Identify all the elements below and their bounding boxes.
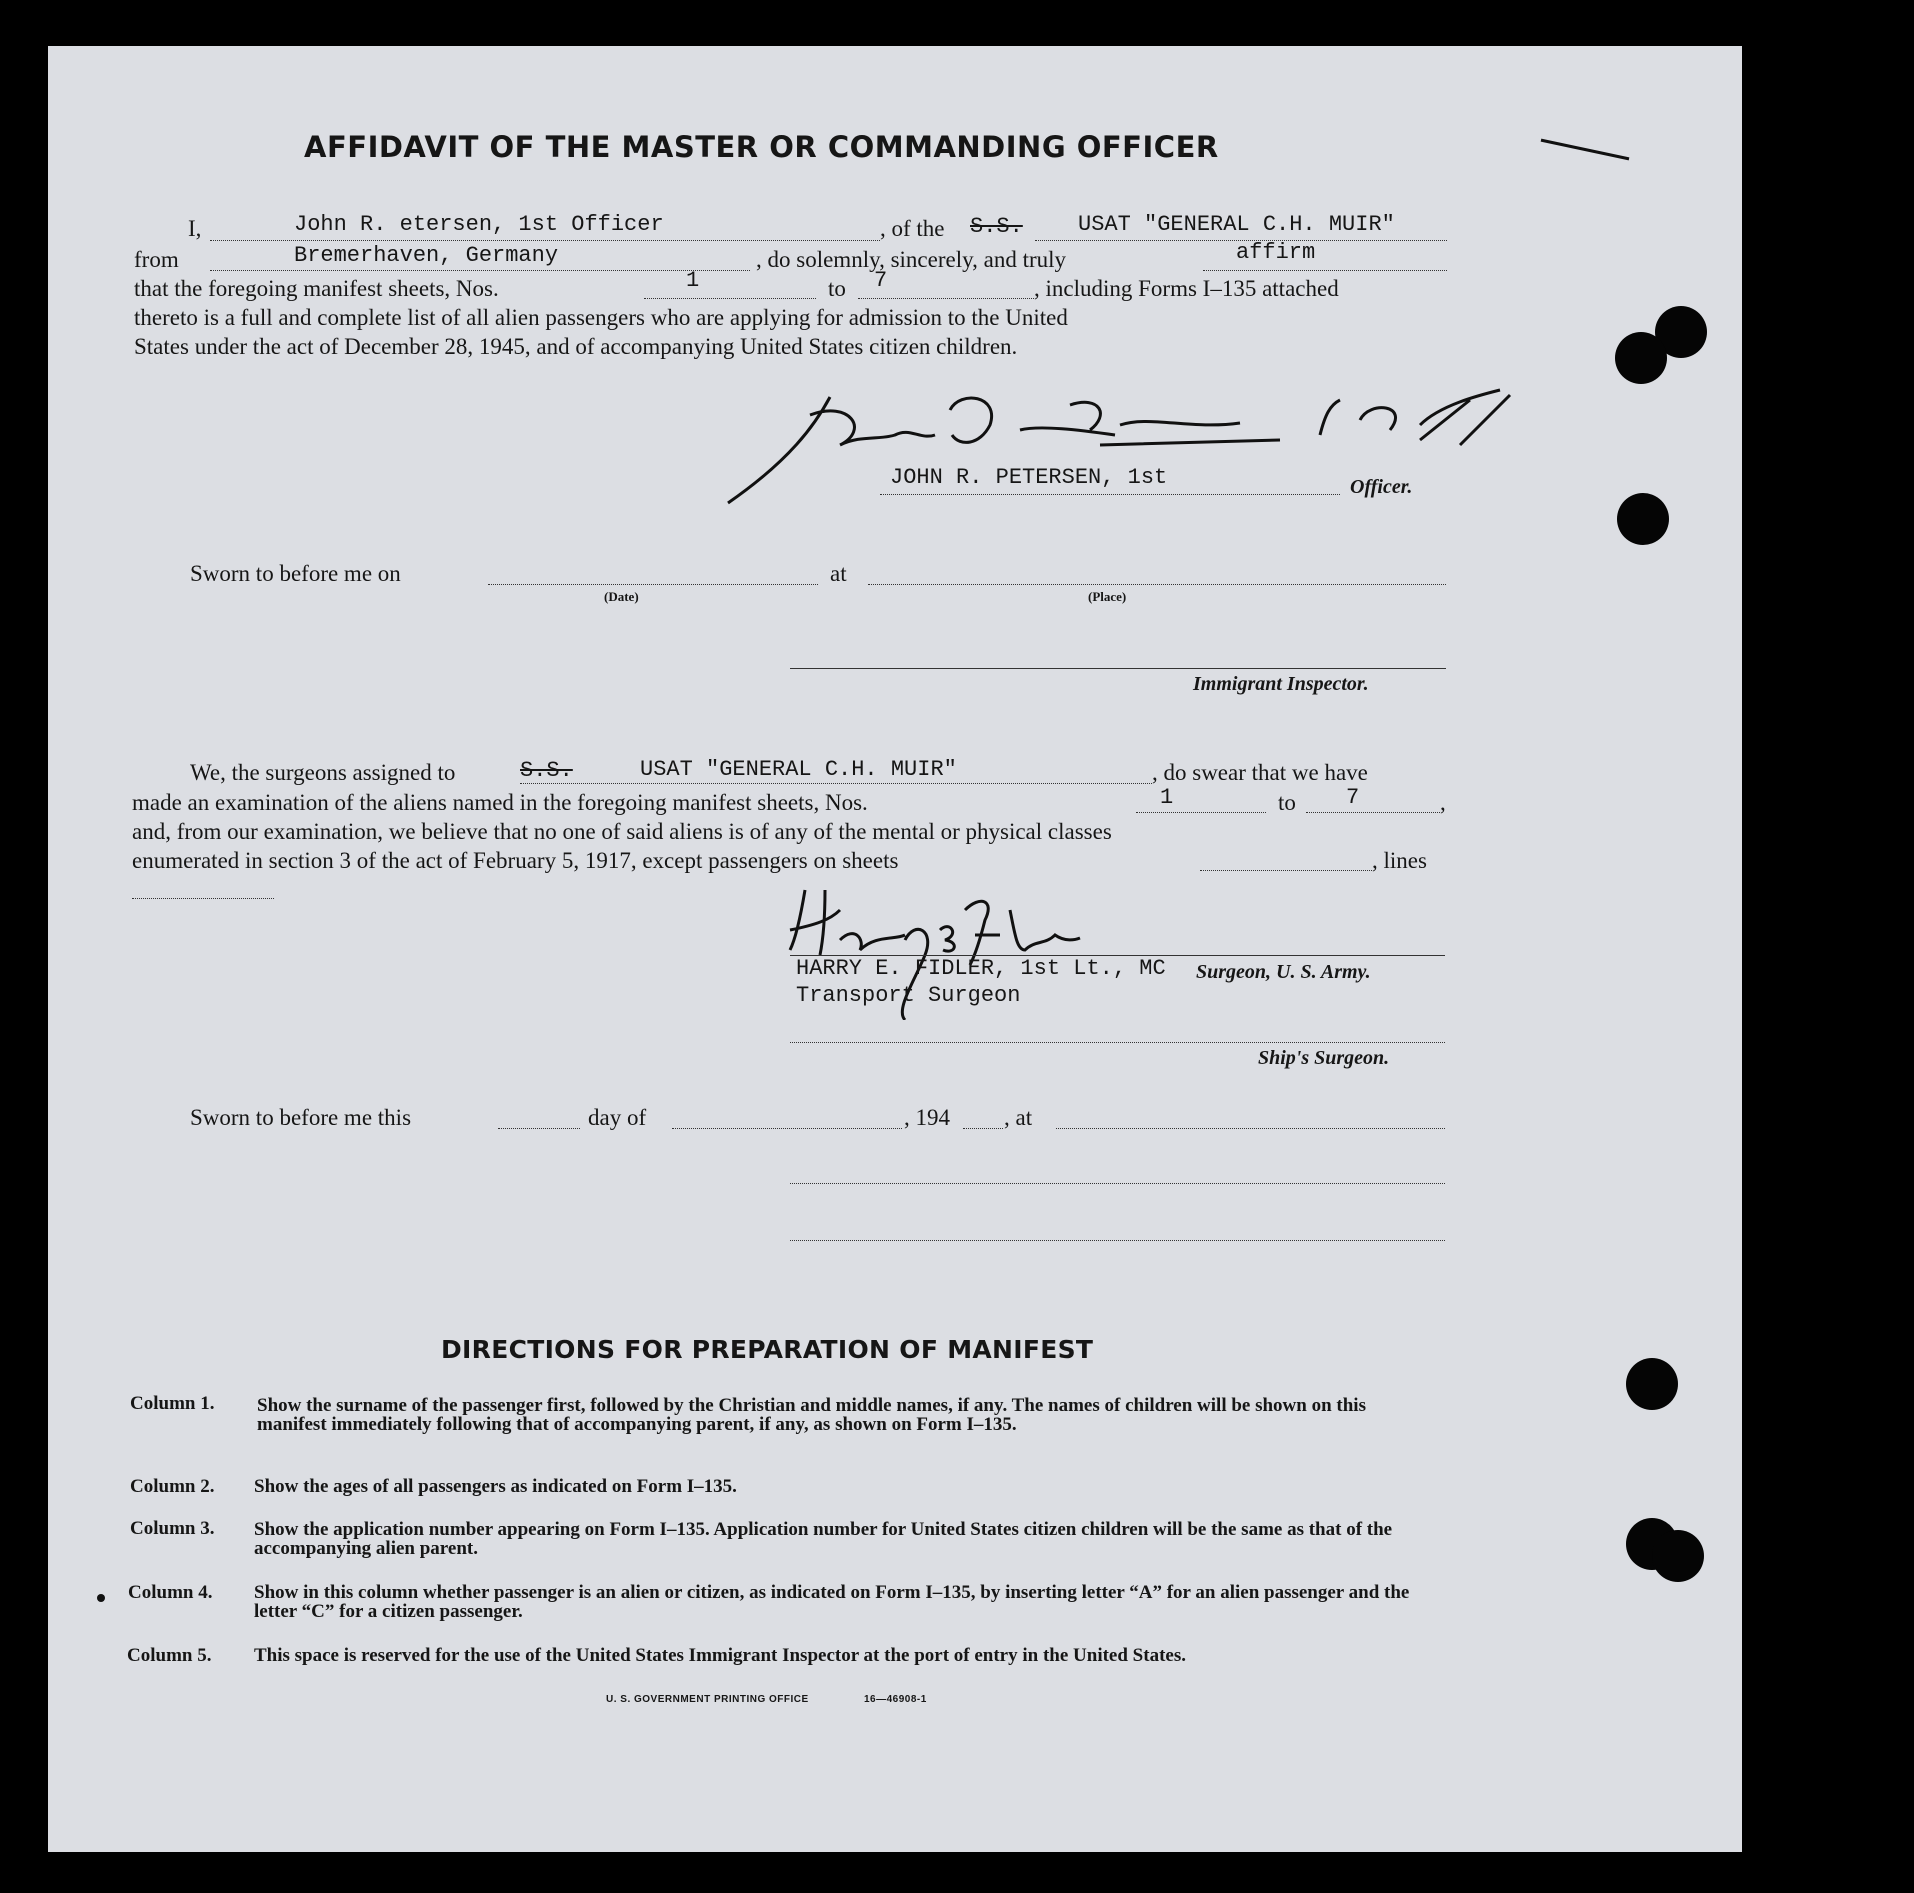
- day-of-label: day of: [588, 1105, 647, 1130]
- column-3-label: Column 3.: [130, 1518, 215, 1539]
- paragraph-line-4: thereto is a full and complete list of all alien passengers who are applying for admission to the United: [134, 305, 1068, 330]
- punch-hole: [1626, 1358, 1678, 1410]
- ship-prefix: S.S.: [970, 214, 1023, 239]
- form-number: 16—46908-1: [864, 1694, 927, 1705]
- column-4-text: Show in this column whether passenger is an alien or citizen, as indicated on Form I–135, by inserting letter “A” for an alien passenger and the letter “C” for a citizen passenger.: [254, 1582, 1410, 1622]
- ship-name-field: USAT "GENERAL C.H. MUIR": [1078, 212, 1395, 237]
- sheets-except-text: enumerated in section 3 of the act of February 5, 1917, except passengers on sheets: [132, 848, 899, 873]
- punch-hole: [1615, 332, 1667, 384]
- forms-text: , including Forms I–135 attached: [1034, 276, 1339, 301]
- ships-surgeon-caption: Ship's Surgeon.: [1258, 1047, 1390, 1069]
- column-2-label: Column 2.: [130, 1476, 215, 1497]
- surgeon-to-label: to: [1278, 790, 1296, 815]
- officer-printed-name: JOHN R. PETERSEN, 1st: [890, 465, 1168, 490]
- surgeons-ship-name: USAT "GENERAL C.H. MUIR": [640, 757, 957, 782]
- column-2-text: Show the ages of all passengers as indicated on Form I–135.: [254, 1476, 737, 1497]
- sworn-at-label: , at: [1004, 1105, 1033, 1130]
- punch-hole: [1652, 1530, 1704, 1582]
- column-3-text: Show the application number appearing on Form I–135. Application number for United States citizen children will be the same as that of the accompanying alien parent.: [254, 1519, 1393, 1559]
- surgeons-ship-prefix: S.S.: [520, 758, 573, 783]
- swear-text: , do solemnly, sincerely, and truly: [756, 247, 1067, 272]
- paragraph-line-5: States under the act of December 28, 1945, and of accompanying United States citizen children.: [134, 334, 1018, 359]
- swear-label: , do swear that we have: [1152, 760, 1368, 785]
- surgeons-text: We, the surgeons assigned to: [190, 760, 456, 785]
- to-label: to: [828, 276, 846, 301]
- affirm-field: affirm: [1236, 240, 1316, 265]
- directions-title: DIRECTIONS FOR PREPARATION OF MANIFEST: [441, 1335, 1094, 1364]
- page-title: AFFIDAVIT OF THE MASTER OR COMMANDING OFFICER: [304, 130, 1219, 164]
- place-caption: (Place): [1088, 589, 1127, 604]
- year-label: , 194: [904, 1105, 950, 1130]
- surgeon-title: Surgeon, U. S. Army.: [1196, 961, 1371, 983]
- sworn-this-text: Sworn to before me this: [190, 1105, 412, 1130]
- officer-title: Officer.: [1350, 476, 1413, 498]
- printer-imprint: U. S. GOVERNMENT PRINTING OFFICE: [606, 1694, 809, 1705]
- lines-label: , lines: [1372, 848, 1427, 873]
- column-5-label: Column 5.: [127, 1645, 212, 1666]
- sheet-to-field: 7: [874, 268, 888, 293]
- surgeon-role: Transport Surgeon: [796, 983, 1021, 1008]
- examination-text: made an examination of the aliens named in the foregoing manifest sheets, Nos.: [132, 790, 868, 815]
- surgeon-printed-name: HARRY E. FIDLER, 1st Lt., MC: [796, 956, 1166, 981]
- column-1-text: Show the surname of the passenger first, followed by the Christian and middle names, if any. The names of children will be shown on this manifest immediately following that of accompanying parent, if any, as shown on Form I–135.: [257, 1395, 1366, 1435]
- affidavit-page: AFFIDAVIT OF THE MASTER OR COMMANDING OFFICER I, John R. etersen, 1st Officer , of the S.S. USAT "GENERAL C.H. MUIR" from Bremerhaven, Germany , do solemnly, sincerely, and truly affirm that the foregoing manifest sheets, Nos. 1 to 7 , including Forms I–135 attached thereto is a full and complete list of all alien passengers who are applying for admission to the United States under the act of December 28, 1945, and of accompanying United States citizen children. JOHN R. PETERSEN, 1st Officer. Sworn to before me on (Date) at (Place) Immigrant Inspector. We, the surgeons assigned to S.S. USAT "GENERAL C.H. MUIR" , do swear that we have made an examination of the aliens named in the foregoing manifest sheets, Nos. 1 to 7 , and, from our examination, we believe that no one of said aliens is of any of the mental or physical classes enumerated in section 3 of the act of February 5, 1917, except passengers on sheets , lines HARRY E. FIDLER, 1st Lt., MC Surgeon, U. S. Army. Transport Surgeon Ship's Surgeon. Sworn to before me this day of , 194 , at DIRECTIONS FOR PREPARATION OF MANIFEST Column 1. Show the surname of the passenger first, followed by the Christian and middle names, if any. The names of children will be shown on this manifest immediately following that of accompanying parent, if any, as shown on Form I–135. Column 2. Show the ages of all passengers as indicated on Form I–135. Column 3. Show the application number appearing on Form I–135. Application number for United States citizen children will be the same as that of the accompanying alien parent. Column 4. Show in this column whether passenger is an alien or citizen, as indicated on Form I–135, by inserting letter “A” for an alien passenger and the letter “C” for a citizen passenger. Column 5. This space is reserved for the use of the United States Immigrant Inspector at the port of entry in the United States. U. S. GOVERNMENT PRINTING OFFICE 16—46908-1: [0, 0, 1914, 1893]
- column-4-label: Column 4.: [128, 1582, 213, 1603]
- at-label: at: [830, 561, 847, 586]
- column-1-label: Column 1.: [130, 1393, 215, 1414]
- officer-name-field: John R. etersen, 1st Officer: [294, 212, 664, 237]
- sworn-text: Sworn to before me on: [190, 561, 401, 586]
- belief-text: and, from our examination, we believe that no one of said aliens is of any of the mental or physical classes: [132, 819, 1112, 844]
- surgeon-sheet-from: 1: [1160, 785, 1174, 810]
- ink-dot: [97, 1594, 105, 1602]
- punch-hole: [1617, 493, 1669, 545]
- column-5-text: This space is reserved for the use of the United States Immigrant Inspector at the port of entry in the United States.: [254, 1645, 1186, 1666]
- date-caption: (Date): [604, 589, 639, 604]
- surgeon-sheet-to: 7: [1346, 785, 1360, 810]
- prefix-i: I,: [188, 216, 202, 241]
- port-field: Bremerhaven, Germany: [294, 243, 559, 268]
- of-the-label: , of the: [880, 216, 945, 241]
- sheet-from-field: 1: [686, 268, 700, 293]
- pen-mark: [1541, 139, 1630, 161]
- sheets-text: that the foregoing manifest sheets, Nos.: [134, 276, 499, 301]
- from-label: from: [134, 247, 179, 272]
- inspector-caption: Immigrant Inspector.: [1193, 673, 1369, 695]
